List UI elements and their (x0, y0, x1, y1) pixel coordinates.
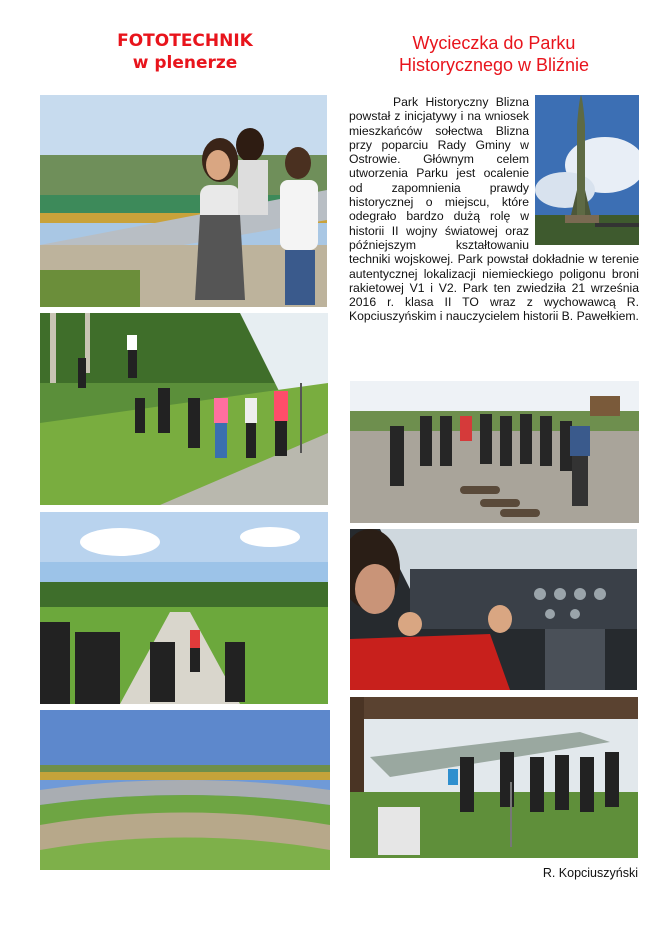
left-title-line2: w plenerze (132, 53, 238, 73)
left-title (40, 30, 330, 74)
right-title-line2: Historycznego w Bliźnie (398, 55, 590, 75)
photo-girls-roadside (40, 95, 327, 307)
photo-v2-rocket (535, 95, 639, 245)
photo-panorama (40, 710, 330, 870)
photo-students-path (40, 512, 328, 704)
article-text: Park Historyczny Blizna powstał z inicjatywy i na wniosek mieszkańców sołectwa Blizna przy poparciu Rady Gminy w Ostrowie. Głównym celem utworzenia Parku jest ocalenie od zapomnienia prawdy historycznej o miejscu, które odegrało bardzo dużą rolę w historii II wojny światowej oraz późniejszym kształtowaniu techniki wojskowej. Park powstał dokładnie w terenie autentycznej lokalizacji niemieckiego poligonu broni rakietowej V1 i V2. Park ten zwiedziła 21 września 2016 r. klasa II TO wraz z wychowawcą R. Kopciuszyńskim i nauczycielem historii B. Pawełkiem. (349, 95, 639, 324)
author-credit: R. Kopciuszyński (542, 866, 638, 880)
right-title (350, 32, 638, 76)
right-title-line1: Wycieczka do Parku (412, 33, 576, 53)
photo-aircraft-exhibit (350, 697, 638, 858)
photo-students-slope (40, 313, 328, 505)
photo-cockpit (350, 529, 637, 690)
left-title-line1: FOTOTECHNIK (117, 31, 253, 51)
article (349, 95, 639, 324)
photo-group-exhibits (350, 381, 639, 523)
